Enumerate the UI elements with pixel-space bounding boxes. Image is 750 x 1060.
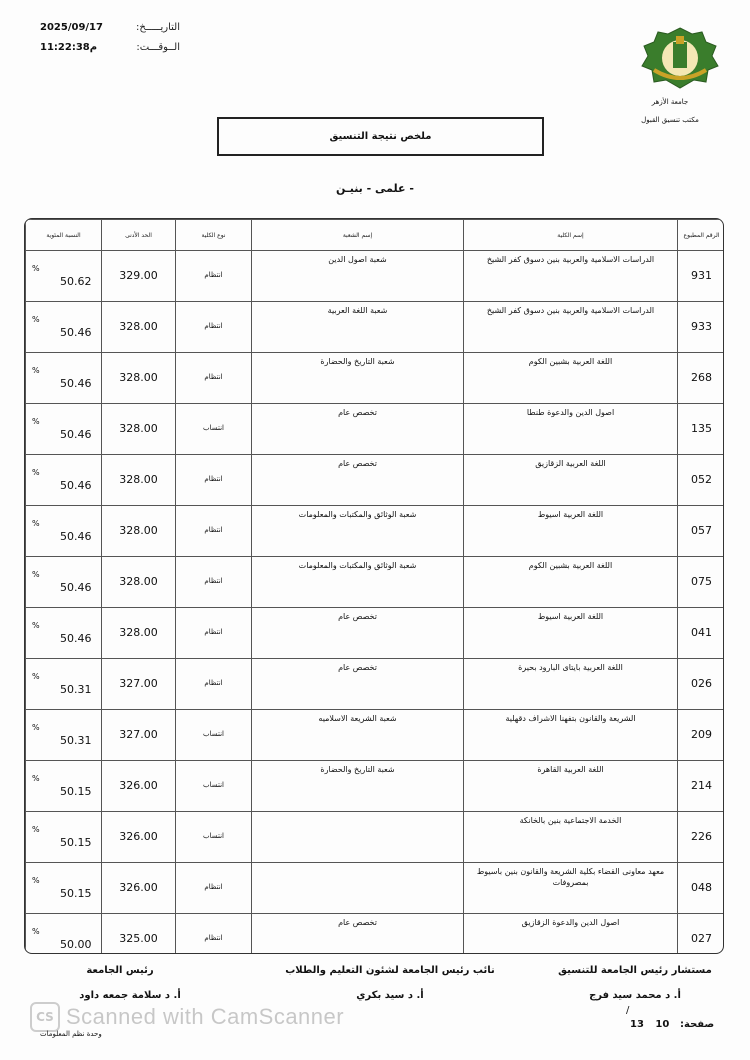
percent-sign: % (32, 927, 40, 937)
time-label: الــوقـــت: (136, 42, 180, 53)
row-min: 328.00 (102, 455, 176, 506)
row-min: 328.00 (102, 353, 176, 404)
document-subtitle: - علمى - بنيـن (336, 182, 414, 195)
percent-sign: % (32, 417, 40, 427)
row-code: 931 (678, 251, 725, 302)
row-type: انتساب (176, 812, 252, 863)
row-pct-value: 50.46 (60, 529, 92, 543)
row-type: انتظام (176, 659, 252, 710)
camscanner-text: Scanned with CamScanner (66, 1004, 345, 1029)
university-name: جامعة الأزهر (651, 98, 689, 106)
table-row (26, 761, 725, 812)
row-pct (26, 557, 102, 608)
row-pct-value: 50.15 (60, 886, 92, 900)
row-pct (26, 710, 102, 761)
percent-sign: % (32, 621, 40, 631)
row-dept: شعبة اللغة العربية (252, 302, 464, 353)
camscanner-icon: CS (30, 1002, 60, 1032)
row-code: 057 (678, 506, 725, 557)
row-college: معهد معاونى القضاء بكلية الشريعة والقانون بنين باسيوط بمصروفات (464, 863, 678, 914)
row-college: اصول الدين والدعوة الزقازيق (464, 914, 678, 955)
signature-name-vice-president: أ. د سيد بكري (356, 990, 424, 1001)
row-dept: شعبة الشريعة الاسلاميه (252, 710, 464, 761)
row-dept: شعبة التاريخ والحضارة (252, 353, 464, 404)
row-code: 135 (678, 404, 725, 455)
document-title-box (217, 117, 544, 156)
row-min: 326.00 (102, 761, 176, 812)
row-min: 327.00 (102, 659, 176, 710)
row-dept: شعبة التاريخ والحضارة (252, 761, 464, 812)
date-time-block (40, 22, 180, 62)
row-code: 041 (678, 608, 725, 659)
date-label: التاريـــــخ: (136, 22, 180, 33)
table-row (26, 557, 725, 608)
office-name: مكتب تنسيق القبول (641, 116, 699, 124)
row-dept (252, 863, 464, 914)
percent-sign: % (32, 672, 40, 682)
table-row (26, 863, 725, 914)
row-min: 328.00 (102, 608, 176, 659)
page-label: صفحة: (680, 1019, 715, 1030)
time-value: 11:22:38م (40, 42, 98, 53)
row-pct (26, 353, 102, 404)
row-college: اللغة العربية القاهرة (464, 761, 678, 812)
row-type: انتساب (176, 710, 252, 761)
percent-sign: % (32, 468, 40, 478)
row-code: 048 (678, 863, 725, 914)
table-row (26, 659, 725, 710)
row-pct-value: 50.15 (60, 835, 92, 849)
row-college: اللغة العربية الزقازيق (464, 455, 678, 506)
row-type: انتظام (176, 455, 252, 506)
percent-sign: % (32, 774, 40, 784)
row-dept: تخصص عام (252, 659, 464, 710)
signature-title-coordinator: مستشار رئيس الجامعة للتنسيق (558, 965, 712, 976)
signature-slash: / (626, 1005, 630, 1016)
row-college: الخدمة الاجتماعية بنين بالخانكة (464, 812, 678, 863)
page-total: 13 (630, 1019, 644, 1030)
table-row (26, 353, 725, 404)
percent-sign: % (32, 570, 40, 580)
row-pct (26, 914, 102, 955)
row-code: 026 (678, 659, 725, 710)
row-type: انتظام (176, 863, 252, 914)
row-code: 052 (678, 455, 725, 506)
row-pct-value: 50.46 (60, 631, 92, 645)
row-pct (26, 404, 102, 455)
percent-sign: % (32, 723, 40, 733)
date-value: 2025/09/17 (40, 22, 103, 33)
row-type: انتساب (176, 404, 252, 455)
row-college: اللغة العربية اسيوط (464, 506, 678, 557)
row-type: انتظام (176, 251, 252, 302)
row-type: انتظام (176, 557, 252, 608)
row-pct-value: 50.46 (60, 427, 92, 441)
row-code: 027 (678, 914, 725, 955)
row-code: 933 (678, 302, 725, 353)
row-min: 328.00 (102, 557, 176, 608)
row-pct (26, 506, 102, 557)
row-dept (252, 812, 464, 863)
row-pct-value: 50.46 (60, 478, 92, 492)
row-college: اللغة العربية بشبين الكوم (464, 557, 678, 608)
row-pct (26, 761, 102, 812)
row-dept: شعبة اصول الدين (252, 251, 464, 302)
percent-sign: % (32, 315, 40, 325)
date-row (40, 22, 180, 42)
row-dept: تخصص عام (252, 455, 464, 506)
row-pct-value: 50.46 (60, 580, 92, 594)
table-row (26, 710, 725, 761)
header-code: الرقم المطبوع (678, 220, 725, 251)
row-college: اللغة العربية بشبين الكوم (464, 353, 678, 404)
percent-sign: % (32, 264, 40, 274)
row-pct (26, 863, 102, 914)
row-code: 209 (678, 710, 725, 761)
row-pct-value: 50.31 (60, 733, 92, 747)
signature-name-president: أ. د سلامة جمعه داود (79, 990, 181, 1001)
table-row (26, 302, 725, 353)
results-table (25, 219, 724, 954)
row-pct (26, 608, 102, 659)
results-table-frame (24, 218, 724, 954)
table-row (26, 914, 725, 955)
row-college: اصول الدين والدعوة طنطا (464, 404, 678, 455)
percent-sign: % (32, 825, 40, 835)
row-code: 214 (678, 761, 725, 812)
row-college: اللغة العربية بايتاى البارود بحيرة (464, 659, 678, 710)
row-college: الشريعة والقانون بتفهنا الاشراف دقهلية (464, 710, 678, 761)
table-row (26, 608, 725, 659)
row-min: 328.00 (102, 404, 176, 455)
row-college: الدراسات الاسلامية والعربية بنين دسوق كفر الشيخ (464, 251, 678, 302)
row-pct-value: 50.62 (60, 274, 92, 288)
table-row (26, 506, 725, 557)
row-code: 226 (678, 812, 725, 863)
row-pct-value: 50.46 (60, 376, 92, 390)
table-row (26, 455, 725, 506)
row-college: الدراسات الاسلامية والعربية بنين دسوق كفر الشيخ (464, 302, 678, 353)
row-code: 075 (678, 557, 725, 608)
row-pct-value: 50.00 (60, 937, 92, 951)
row-min: 328.00 (102, 506, 176, 557)
row-min: 326.00 (102, 812, 176, 863)
signature-title-president: رئيس الجامعة (86, 965, 154, 976)
page-current: 10 (655, 1019, 670, 1030)
row-min: 326.00 (102, 863, 176, 914)
signature-title-vice-president: نائب رئيس الجامعة لشئون التعليم والطلاب (285, 965, 495, 976)
camscanner-watermark (30, 1000, 344, 1034)
row-pct (26, 659, 102, 710)
row-dept: شعبة الوثائق والمكتبات والمعلومات (252, 506, 464, 557)
info-unit-text: وحدة نظم المعلومات (40, 1030, 102, 1038)
signature-name-coordinator: أ. د محمد سيد فرج (589, 990, 681, 1001)
row-college: اللغة العربية اسيوط (464, 608, 678, 659)
row-pct (26, 251, 102, 302)
row-type: انتظام (176, 506, 252, 557)
row-type: انتظام (176, 353, 252, 404)
percent-sign: % (32, 519, 40, 529)
percent-sign: % (32, 366, 40, 376)
row-dept: تخصص عام (252, 914, 464, 955)
row-type: انتساب (176, 761, 252, 812)
row-type: انتظام (176, 914, 252, 955)
row-dept: تخصص عام (252, 404, 464, 455)
row-pct-value: 50.46 (60, 325, 92, 339)
row-type: انتظام (176, 302, 252, 353)
document-title: ملخص نتيجة التنسيق (329, 131, 432, 142)
header-min: الحد الأدنى (102, 220, 176, 251)
percent-sign: % (32, 876, 40, 886)
row-pct (26, 812, 102, 863)
row-min: 328.00 (102, 302, 176, 353)
page-numbers (630, 1019, 669, 1030)
row-dept: تخصص عام (252, 608, 464, 659)
table-row (26, 251, 725, 302)
table-row (26, 812, 725, 863)
row-pct-value: 50.15 (60, 784, 92, 798)
header-pct: النسبة المئوية (26, 220, 102, 251)
row-min: 329.00 (102, 251, 176, 302)
header-college: إسم الكلية (464, 220, 678, 251)
time-row (40, 42, 180, 62)
al-azhar-logo-icon (640, 26, 720, 90)
row-pct (26, 302, 102, 353)
header-dept: إسم الشعبة (252, 220, 464, 251)
row-dept: شعبة الوثائق والمكتبات والمعلومات (252, 557, 464, 608)
row-type: انتظام (176, 608, 252, 659)
table-row (26, 404, 725, 455)
row-code: 268 (678, 353, 725, 404)
header-type: نوع الكلية (176, 220, 252, 251)
row-min: 325.00 (102, 914, 176, 955)
row-pct-value: 50.31 (60, 682, 92, 696)
row-pct (26, 455, 102, 506)
table-header-row (26, 220, 725, 251)
row-min: 327.00 (102, 710, 176, 761)
